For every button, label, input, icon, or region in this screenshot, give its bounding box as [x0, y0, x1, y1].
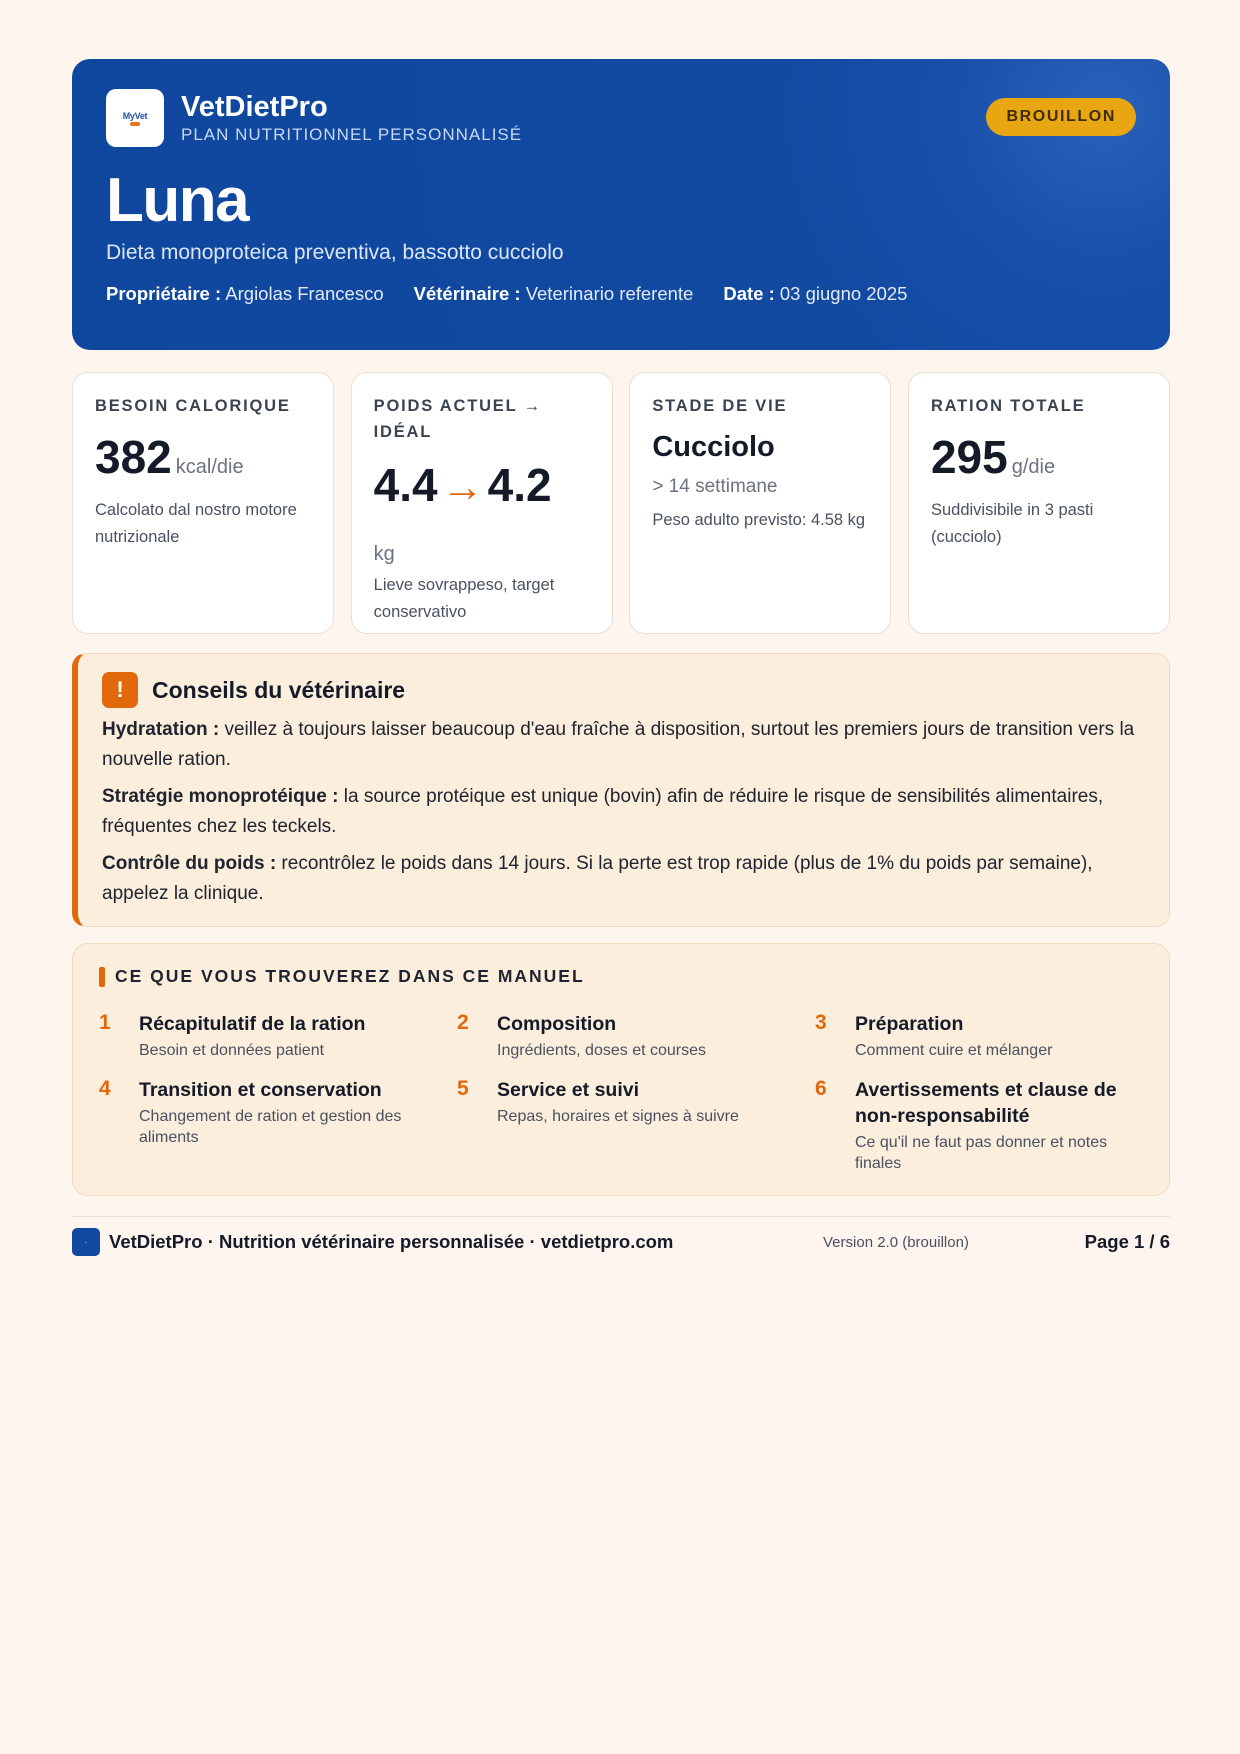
card-label: POIDS ACTUEL → IDÉAL — [373, 397, 542, 441]
ideal-weight: 4.2 — [487, 459, 552, 511]
stat-cards — [72, 372, 1170, 634]
weight-value-row — [374, 459, 590, 523]
page-title: Luna — [106, 166, 249, 235]
toc-description: Ingrédients, doses et courses — [497, 1042, 707, 1059]
toc-number: 5 — [457, 1077, 469, 1100]
manual-contents-box — [72, 943, 1170, 1196]
toc-item — [99, 1077, 457, 1174]
advice-paragraph — [102, 715, 1141, 775]
card-note: Calcolato dal nostro motore nutrizionale — [95, 501, 297, 546]
ration-unit: g/die — [1011, 456, 1056, 478]
toc-description: Comment cuire et mélanger — [855, 1042, 1053, 1059]
advice-text: veillez à toujours laisser beaucoup d'eau fraîche à disposition, surtout les premiers jours de transition vers la nouvelle ration. — [102, 719, 1135, 770]
warning-icon: ! — [102, 672, 138, 708]
vet-field — [414, 283, 694, 305]
table-of-contents — [99, 1011, 1143, 1174]
toc-number: 3 — [815, 1011, 827, 1034]
toc-body — [497, 1011, 815, 1061]
toc-number: 4 — [99, 1077, 111, 1100]
advice-header — [102, 672, 1141, 708]
card-note: Suddivisibile in 3 pasti (cucciolo) — [930, 501, 1094, 546]
logo-text: MyVet — [122, 110, 148, 121]
toc-body — [855, 1011, 1145, 1061]
manual-title-text: CE QUE VOUS TROUVEREZ DANS CE MANUEL — [115, 966, 585, 986]
toc-description: Changement de ration et gestion des aliments — [139, 1108, 402, 1146]
toc-item — [457, 1011, 815, 1061]
calories-unit: kcal/die — [175, 456, 244, 478]
weight-unit: kg — [373, 543, 395, 565]
ration-value-row — [931, 431, 1147, 495]
date-label: Date : — [723, 283, 775, 304]
status-badge: BROUILLON — [986, 98, 1136, 136]
toc-title: Avertissements et clause de non-responsabilité — [855, 1079, 1117, 1127]
toc-body — [497, 1077, 815, 1174]
header-banner — [72, 59, 1170, 350]
advice-paragraph — [102, 849, 1141, 909]
ration-card — [908, 372, 1170, 634]
advice-text: recontrôlez le poids dans 14 jours. Si la perte est trop rapide (plus de 1% du poids par semaine), appelez la clinique. — [102, 853, 1093, 904]
advice-label: Hydratation : — [102, 719, 220, 740]
card-note: Lieve sovrappeso, target conservativo — [373, 576, 555, 621]
toc-item — [99, 1011, 457, 1061]
brand — [106, 89, 1136, 147]
toc-body — [855, 1077, 1145, 1174]
manual-title — [99, 966, 1143, 987]
calories-card — [72, 372, 334, 634]
advice-paragraph — [102, 782, 1141, 842]
brand-name: VetDietPro — [181, 91, 328, 123]
toc-item — [815, 1011, 1145, 1061]
toc-number: 1 — [99, 1011, 111, 1034]
toc-item — [815, 1077, 1145, 1174]
vet-label: Vétérinaire : — [413, 283, 521, 304]
card-label: STADE DE VIE — [652, 397, 788, 415]
toc-title: Service et suivi — [497, 1079, 640, 1101]
footer-logo-icon: · — [72, 1228, 100, 1256]
vet-value: Veterinario referente — [525, 283, 694, 304]
toc-body — [139, 1077, 457, 1174]
arrow-right-icon: → — [441, 463, 484, 510]
weight-card — [351, 372, 613, 634]
brand-logo — [106, 89, 164, 147]
footer — [72, 1228, 1170, 1256]
page-number: Page 1 / 6 — [1084, 1231, 1170, 1252]
card-note: Peso adulto previsto: 4.58 kg — [652, 511, 866, 529]
brand-text — [181, 91, 522, 145]
footer-divider — [72, 1216, 1170, 1217]
toc-title: Transition et conservation — [139, 1079, 382, 1101]
owner-label: Propriétaire : — [106, 283, 222, 304]
toc-description: Repas, horaires et signes à suivre — [497, 1108, 739, 1125]
owner-field — [106, 283, 384, 305]
vet-advice-box — [72, 653, 1170, 927]
toc-item — [457, 1077, 815, 1174]
life-stage-value: Cucciolo — [652, 431, 775, 463]
footer-version: Version 2.0 (brouillon) — [823, 1233, 969, 1251]
brand-tagline: PLAN NUTRITIONNEL PERSONNALISÉ — [181, 125, 523, 144]
toc-number: 2 — [457, 1011, 469, 1034]
calories-value-row — [95, 431, 311, 495]
advice-title: Conseils du vétérinaire — [152, 676, 406, 703]
toc-title: Préparation — [855, 1013, 964, 1035]
meta-row — [106, 283, 1136, 305]
ration-value: 295 — [930, 431, 1008, 483]
life-stage-age: > 14 settimane — [652, 476, 778, 497]
footer-text: VetDietPro · Nutrition vétérinaire personnalisée · vetdietpro.com — [109, 1231, 674, 1252]
life-stage-card — [629, 372, 891, 634]
toc-number: 6 — [815, 1077, 827, 1100]
card-label: BESOIN CALORIQUE — [95, 397, 291, 415]
owner-value: Argiolas Francesco — [225, 283, 384, 304]
advice-label: Contrôle du poids : — [102, 853, 277, 874]
toc-body — [139, 1011, 457, 1061]
logo-mark — [130, 122, 140, 126]
toc-description: Ce qu'il ne faut pas donner et notes finales — [855, 1134, 1108, 1172]
date-field — [723, 283, 907, 305]
toc-title: Composition — [497, 1013, 617, 1035]
toc-title: Récapitulatif de la ration — [139, 1013, 366, 1035]
calories-value: 382 — [95, 431, 172, 483]
accent-bar — [99, 967, 105, 987]
page-subtitle: Dieta monoproteica preventiva, bassotto cucciolo — [106, 241, 564, 264]
card-label: RATION TOTALE — [930, 397, 1086, 415]
advice-text: la source protéique est unique (bovin) afin de réduire le risque de sensibilités alimentaires, fréquentes chez les teckels. — [102, 786, 1104, 837]
current-weight: 4.4 — [373, 459, 438, 511]
toc-description: Besoin et données patient — [139, 1042, 325, 1059]
advice-label: Stratégie monoprotéique : — [102, 786, 339, 807]
date-value: 03 giugno 2025 — [779, 283, 908, 304]
